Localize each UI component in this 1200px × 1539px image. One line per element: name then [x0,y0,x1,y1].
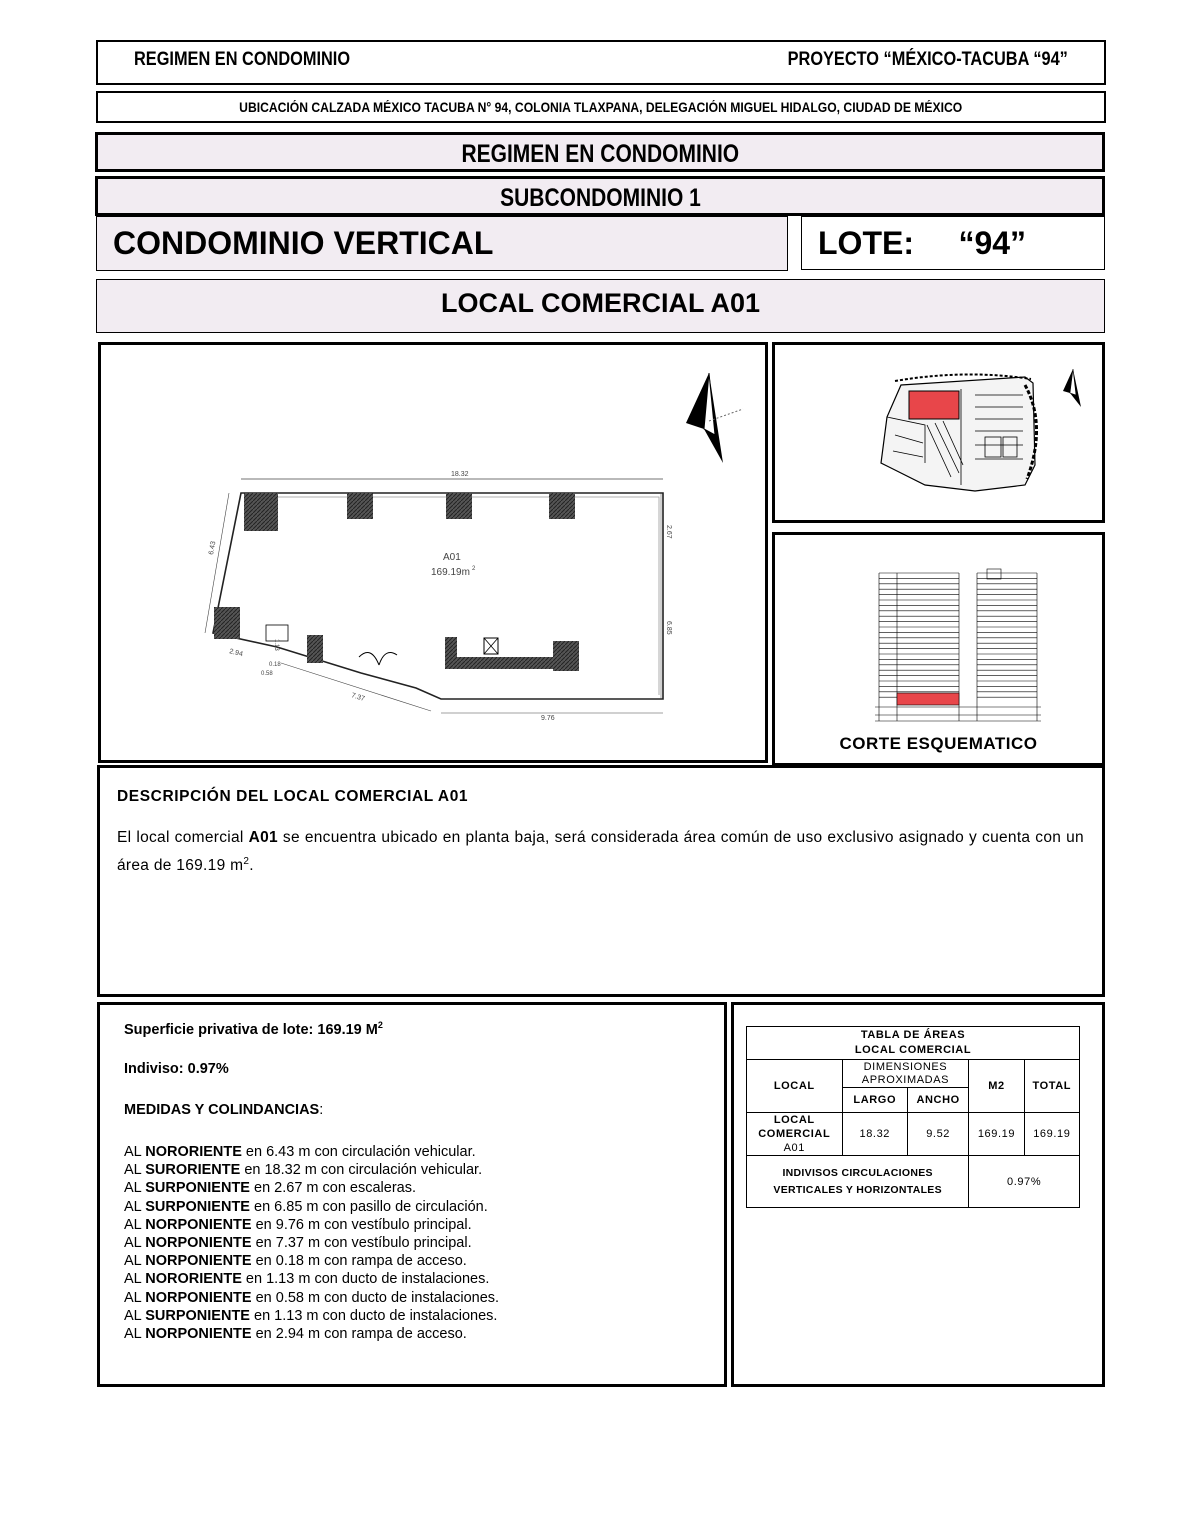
col-header-local: LOCAL [747,1060,843,1113]
boundary-item [124,1143,499,1161]
dim-bottom-left-label: 2.94 [228,648,244,659]
boundary-direction: NORORIENTE [145,1144,242,1160]
areas-table-panel [731,1002,1105,1387]
medidas-heading-text: MEDIDAS Y COLINDANCIAS [124,1102,320,1118]
description-text-part: se encuentra ubicado en planta baja, será considerada área común de uso exclusivo asignado y cuenta con un área de 169.19 m [117,829,1084,875]
cell-indivisos-label [747,1156,969,1208]
column [553,641,579,671]
boundary-direction: SURPONIENTE [145,1180,250,1197]
location-line [96,91,1106,123]
col-header-m2: M2 [969,1060,1024,1113]
boundary-detail: en 2.94 m con rampa de acceso. [251,1326,467,1343]
col-header-ancho: ANCHO [907,1088,968,1113]
description-text-end: . [249,857,254,875]
dim-small-b-label: 0.58 [261,671,273,677]
dim-bottom-right-label: 9.76 [541,715,555,722]
medidas-colon: : [319,1102,324,1118]
boundary-detail: en 18.32 m con circulación vehicular. [240,1162,483,1179]
superficie-text: Superficie privativa de lote: 169.19 M [124,1021,378,1038]
superficie-line [124,1020,383,1038]
boundary-direction: SURPONIENTE [145,1198,250,1215]
boundary-item [124,1325,499,1343]
lote-title: LOTE: “94” [818,225,1027,261]
boundary-detail: en 6.43 m con circulación vehicular. [241,1144,476,1160]
boundary-detail: en 7.37 m con vestíbulo principal. [251,1235,472,1252]
boundary-detail: en 1.13 m con ducto de instalaciones. [241,1271,490,1288]
col-header-dim-1: DIMENSIONES [863,1060,948,1073]
boundaries-list [124,1143,499,1343]
boundary-prefix: AL [124,1198,146,1215]
boundary-direction: NORPONIENTE [145,1326,252,1343]
cell-local-name-2: COMERCIAL [758,1128,831,1140]
dim-right-lower-label: 6.85 [665,621,672,635]
boundary-detail: en 0.18 m con rampa de acceso. [251,1253,467,1270]
column [446,493,472,519]
dim-bottom-diag-label: 7.37 [350,692,366,703]
column [307,635,323,663]
condominio-vertical-box [96,216,788,271]
local-comercial-title: LOCAL COMERCIAL A01 [440,288,761,318]
cell-local-name-3: A01 [783,1142,805,1154]
dim-top-label: 18.32 [451,471,469,478]
subcondominio-title: SUBCONDOMINIO 1 [499,184,701,212]
lote-box [801,216,1105,270]
cell-indivisos-2: VERTICALES Y HORIZONTALES [773,1183,942,1196]
description-panel [97,765,1105,997]
boundary-prefix: AL [124,1216,146,1233]
description-text [117,826,1084,878]
unit-area-sup: 2 [472,566,476,572]
boundary-item [124,1198,499,1216]
boundary-detail: en 0.58 m con ducto de instalaciones. [251,1289,500,1306]
boundary-direction: NORPONIENTE [145,1235,252,1252]
boundary-direction: NORPONIENTE [145,1289,252,1306]
col-header-dimensiones [842,1060,969,1088]
site-plan-panel [772,342,1105,523]
dim-left-label: 6.43 [208,540,218,556]
cell-ancho: 9.52 [907,1113,968,1156]
floor-plan-drawing [101,345,765,760]
condominio-vertical-title: CONDOMINIO VERTICAL [113,225,494,261]
column [549,493,575,519]
boundary-detail: en 9.76 m con vestíbulo principal. [251,1216,472,1233]
local-comercial-band [96,279,1105,333]
cell-total: 169.19 [1024,1113,1079,1156]
entry-door [359,653,397,666]
boundary-item [124,1289,499,1307]
boundary-item [124,1270,499,1288]
dim-small-c-label: 1.13 [273,639,279,651]
local-outline [213,493,663,699]
unit-area-label: 169.19m [431,567,470,578]
section-label: CORTE ESQUEMATICO [839,734,1038,753]
floor-plan-panel [98,342,768,763]
dim-small-a-label: 0.18 [269,662,281,668]
description-unit-code: A01 [248,829,278,846]
cell-largo: 18.32 [842,1113,907,1156]
description-area-sup: 2 [243,856,250,867]
medidas-heading [124,1102,323,1118]
column [347,493,373,519]
col-header-total: TOTAL [1024,1060,1079,1113]
unit-label: A01 [443,552,461,563]
boundary-prefix: AL [124,1180,146,1197]
boundary-prefix: AL [124,1162,146,1179]
local-a01-highlight [909,391,959,419]
boundary-item [124,1234,499,1252]
location-text: UBICACIÓN CALZADA MÉXICO TACUBA N° 94, COLONIA TLAXPANA, DELEGACIÓN MIGUEL HIDALGO, CIUDAD DE MÉXICO [239,100,963,115]
boundary-item [124,1252,499,1270]
table-row [747,1113,1080,1156]
boundary-direction: NORPONIENTE [145,1253,252,1270]
column [244,493,278,531]
table-title [747,1027,1080,1060]
table-title-line-2: LOCAL COMERCIAL [854,1044,972,1056]
header-project-title: PROYECTO “MÉXICO-TACUBA “94” [787,49,1068,70]
boundary-prefix: AL [124,1307,146,1324]
site-plan-drawing [775,345,1102,520]
boundary-prefix: AL [124,1271,146,1288]
cell-indivisos-1: INDIVISOS CIRCULACIONES [782,1166,933,1179]
boundary-direction: NORPONIENTE [145,1216,252,1233]
local-a01-section-highlight [897,693,959,705]
superficie-sup: 2 [377,1020,383,1030]
boundary-detail: en 6.85 m con pasillo de circulación. [249,1198,488,1215]
areas-table [746,1026,1080,1208]
dim-right-upper-label: 2.67 [665,525,672,539]
boundary-detail: en 1.13 m con ducto de instalaciones. [249,1307,498,1324]
table-row-indivisos [747,1156,1080,1208]
boundary-item [124,1161,499,1179]
boundary-detail: en 2.67 m con escaleras. [249,1180,417,1197]
boundary-direction: NORORIENTE [145,1271,242,1288]
boundary-item [124,1307,499,1325]
boundary-direction: SURORIENTE [145,1162,241,1179]
section-drawing [775,535,1102,725]
description-title: DESCRIPCIÓN DEL LOCAL COMERCIAL A01 [117,788,469,805]
boundary-prefix: AL [124,1253,146,1270]
boundary-item [124,1179,499,1197]
document-header [96,40,1106,85]
boundaries-panel [97,1002,727,1387]
boundary-prefix: AL [124,1144,146,1160]
regimen-band-title: REGIMEN EN CONDOMINIO [461,140,739,168]
col-header-dim-2: APROXIMADAS [861,1073,950,1086]
cell-m2: 169.19 [969,1113,1024,1156]
subcondominio-band [95,176,1105,216]
cell-local-name-1: LOCAL [773,1114,815,1126]
description-text-part: El local comercial [117,829,249,846]
section-panel [772,532,1105,766]
cell-indivisos-value: 0.97% [969,1156,1080,1208]
header-left-title: REGIMEN EN CONDOMINIO [134,49,351,70]
column [214,607,240,639]
north-arrow-icon [686,373,743,463]
regimen-band [95,132,1105,172]
boundary-prefix: AL [124,1235,146,1252]
north-arrow-icon [1063,369,1081,407]
boundary-prefix: AL [124,1289,146,1306]
boundary-item [124,1216,499,1234]
cell-local-name [747,1113,843,1156]
col-header-largo: LARGO [842,1088,907,1113]
boundary-prefix: AL [124,1326,146,1343]
table-title-line-1: TABLA DE ÁREAS [860,1029,966,1041]
service-counter [445,637,553,669]
boundary-direction: SURPONIENTE [145,1307,250,1324]
indiviso-line: Indiviso: 0.97% [124,1061,229,1077]
